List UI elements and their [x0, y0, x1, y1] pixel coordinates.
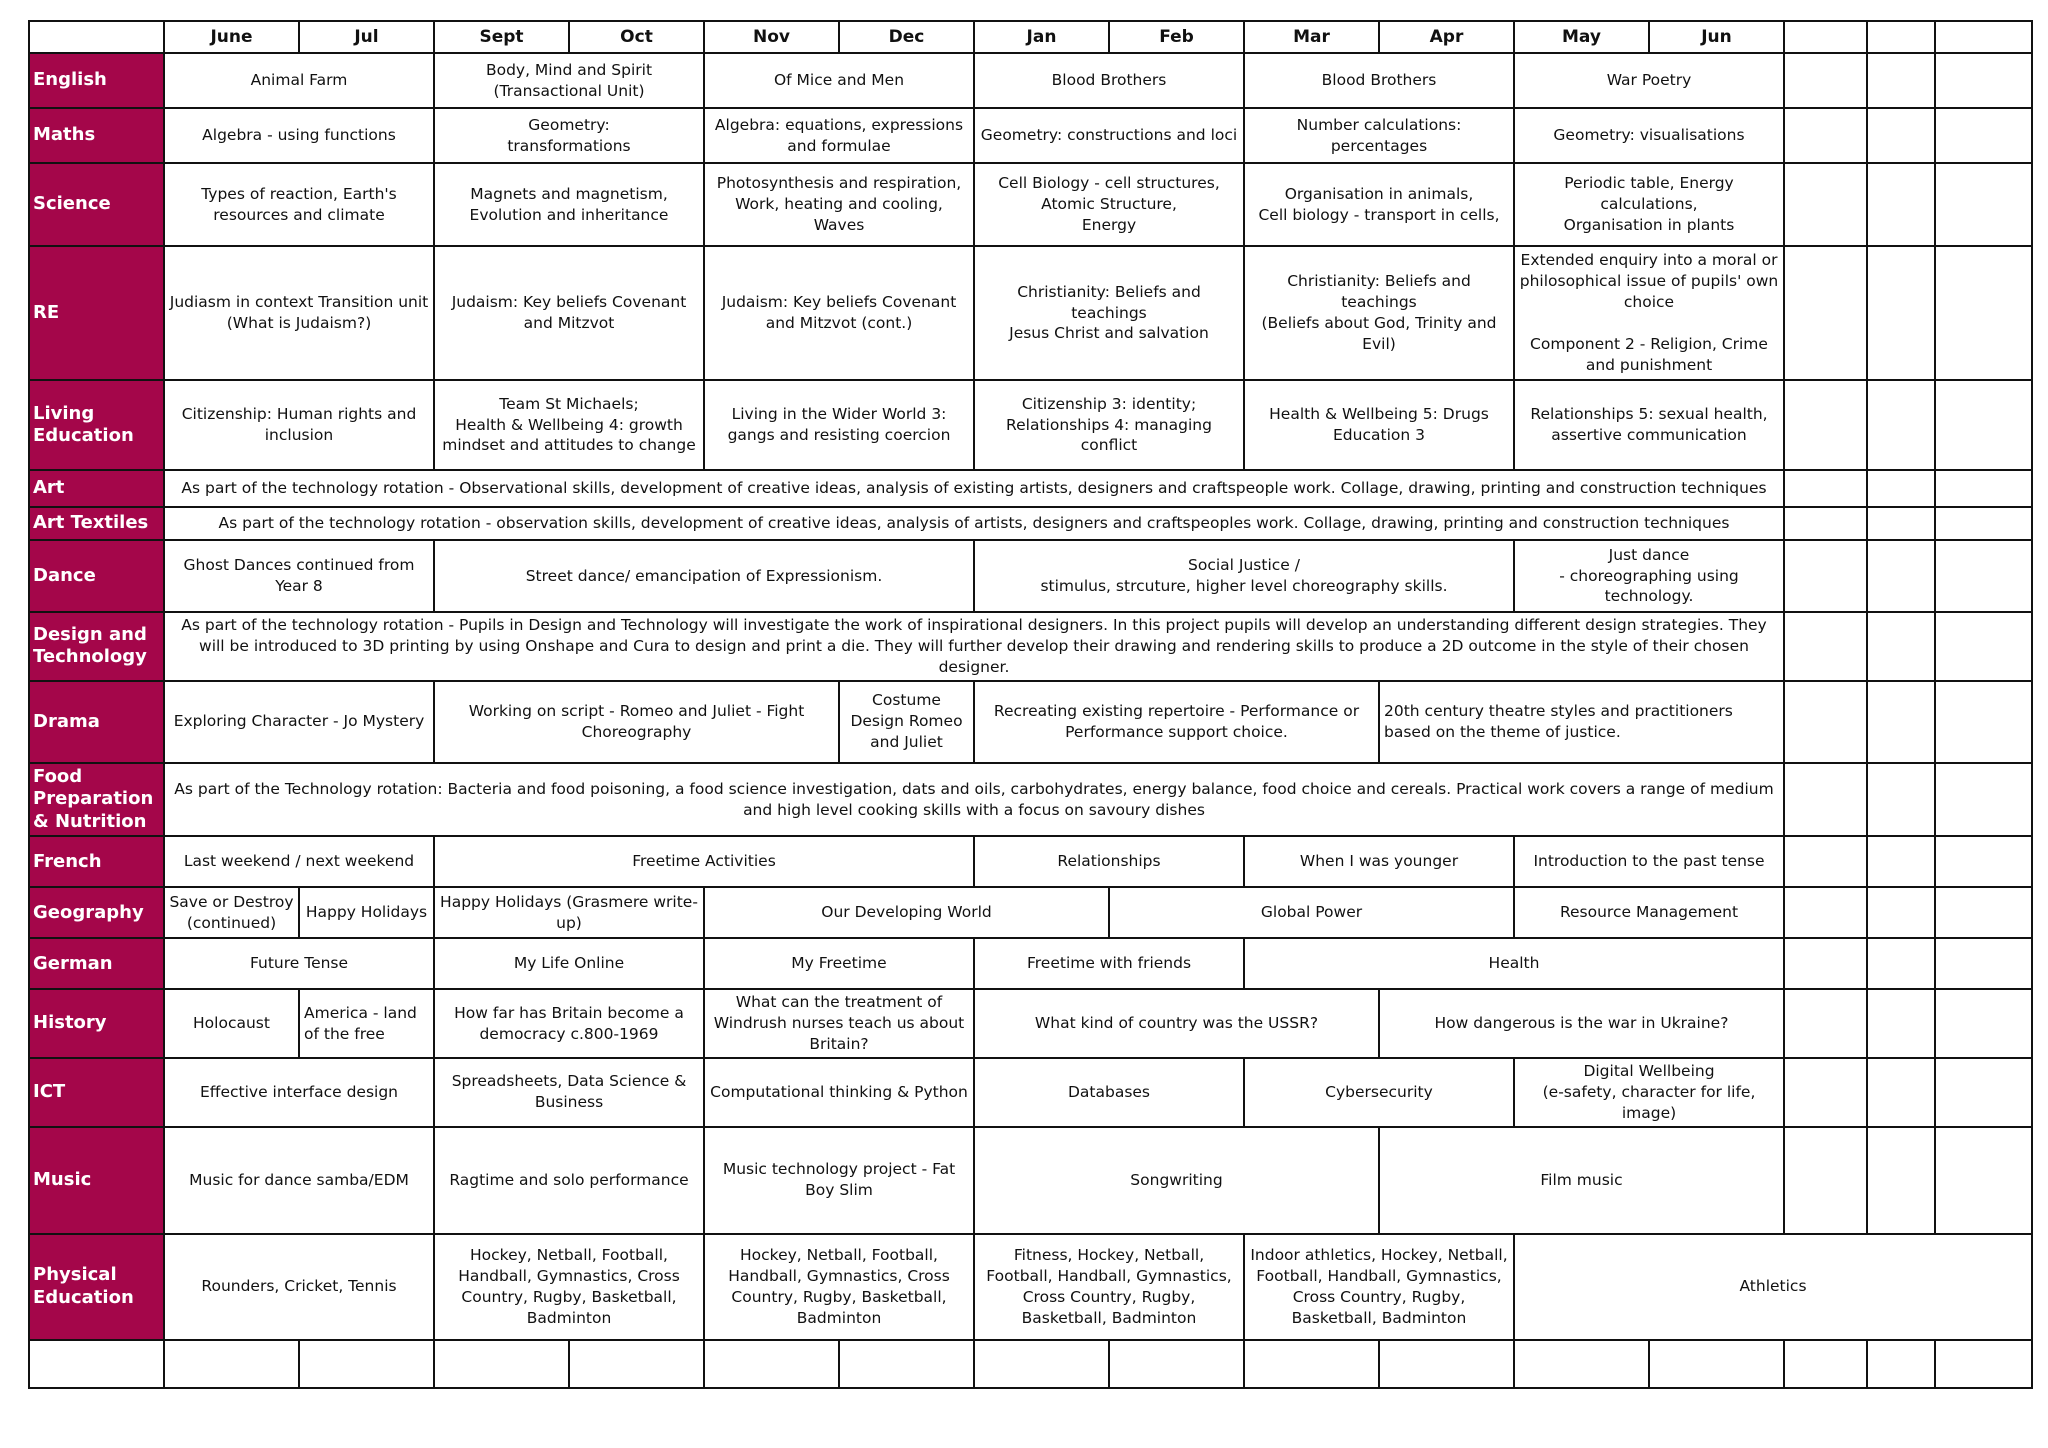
extra-header: [1784, 21, 1867, 53]
topic-cell: Recreating existing repertoire - Performance or Performance support choice.: [974, 681, 1379, 763]
topic-cell: Organisation in animals, Cell biology - transport in cells,: [1244, 163, 1514, 246]
month-header: Feb: [1109, 21, 1244, 53]
topic-cell: How dangerous is the war in Ukraine?: [1379, 989, 1784, 1058]
subject-label: RE: [29, 246, 164, 380]
topic-cell: Just dance - choreographing using technology.: [1514, 540, 1784, 612]
month-header: June: [164, 21, 299, 53]
empty-cell: [1784, 1127, 1867, 1234]
month-header: Oct: [569, 21, 704, 53]
empty-cell: [1935, 1340, 2032, 1388]
subject-label: Food Preparation & Nutrition: [29, 763, 164, 837]
topic-cell: Rounders, Cricket, Tennis: [164, 1234, 434, 1340]
empty-cell: [1867, 681, 1935, 763]
empty-cell: [1867, 540, 1935, 612]
month-header: Sept: [434, 21, 569, 53]
month-header: Nov: [704, 21, 839, 53]
empty-cell: [1867, 53, 1935, 108]
row-geography: [29, 887, 2032, 938]
month-header: Jul: [299, 21, 434, 53]
subject-label: Drama: [29, 681, 164, 763]
empty-cell: [1867, 108, 1935, 163]
month-header-row: [29, 21, 2032, 53]
subject-label: History: [29, 989, 164, 1058]
empty-cell: [1935, 380, 2032, 470]
topic-cell: As part of the technology rotation - Pupils in Design and Technology will investigate the work of inspirational designers. In this project pupils will develop an understanding different design strategies. They will be introduced to 3D printing by using Onshape and Cura to design and print a die. They will further develop their drawing and rendering skills to produce a 2D outcome in the style of their chosen designer.: [164, 612, 1784, 681]
topic-cell: As part of the technology rotation - Observational skills, development of creative ideas, analysis of existing artists, designers and craftspeople work. Collage, drawing, printing and construction techniques: [164, 470, 1784, 507]
topic-cell: Types of reaction, Earth's resources and climate: [164, 163, 434, 246]
topic-cell: Judaism: Key beliefs Covenant and Mitzvot (cont.): [704, 246, 974, 380]
extra-header: [1935, 21, 2032, 53]
empty-cell: [1514, 1340, 1649, 1388]
empty-cell: [1109, 1340, 1244, 1388]
row-design-technology: [29, 612, 2032, 681]
empty-cell: [164, 1340, 299, 1388]
topic-cell: When I was younger: [1244, 836, 1514, 887]
subject-label: Art: [29, 470, 164, 507]
empty-cell: [1784, 836, 1867, 887]
topic-cell: Future Tense: [164, 938, 434, 989]
empty-cell: [434, 1340, 569, 1388]
month-header: Jun: [1649, 21, 1784, 53]
subject-label: Science: [29, 163, 164, 246]
empty-cell: [1784, 681, 1867, 763]
empty-cell: [1784, 887, 1867, 938]
empty-cell: [1784, 989, 1867, 1058]
topic-cell: Happy Holidays (Grasmere write-up): [434, 887, 704, 938]
empty-cell: [1935, 887, 2032, 938]
topic-cell: Music technology project - Fat Boy Slim: [704, 1127, 974, 1234]
empty-cell: [1867, 938, 1935, 989]
topic-cell: Cybersecurity: [1244, 1058, 1514, 1127]
topic-cell: Last weekend / next weekend: [164, 836, 434, 887]
subject-label: Music: [29, 1127, 164, 1234]
empty-cell: [839, 1340, 974, 1388]
row-science: [29, 163, 2032, 246]
empty-cell: [1784, 612, 1867, 681]
topic-cell: Spreadsheets, Data Science & Business: [434, 1058, 704, 1127]
extra-header: [1867, 21, 1935, 53]
topic-cell: Magnets and magnetism, Evolution and inheritance: [434, 163, 704, 246]
subject-label: German: [29, 938, 164, 989]
empty-cell: [1935, 763, 2032, 837]
empty-cell: [974, 1340, 1109, 1388]
topic-cell: Film music: [1379, 1127, 1784, 1234]
topic-cell: As part of the technology rotation - observation skills, development of creative ideas, analysis of artists, designers and craftspeoples work. Collage, drawing, printing and construction techniques: [164, 507, 1784, 540]
empty-cell: [299, 1340, 434, 1388]
topic-cell: Relationships 5: sexual health, assertive communication: [1514, 380, 1784, 470]
empty-cell: [1935, 989, 2032, 1058]
topic-cell: Computational thinking & Python: [704, 1058, 974, 1127]
empty-cell: [1935, 1127, 2032, 1234]
month-header: May: [1514, 21, 1649, 53]
subject-label: ICT: [29, 1058, 164, 1127]
empty-cell: [1379, 1340, 1514, 1388]
empty-cell: [1867, 163, 1935, 246]
topic-cell: Geometry: transformations: [434, 108, 704, 163]
topic-cell: Hockey, Netball, Football, Handball, Gymnastics, Cross Country, Rugby, Basketball, Badminton: [704, 1234, 974, 1340]
row-re: [29, 246, 2032, 380]
subject-label: English: [29, 53, 164, 108]
topic-cell: Costume Design Romeo and Juliet: [839, 681, 974, 763]
subject-label: Living Education: [29, 380, 164, 470]
month-header: Apr: [1379, 21, 1514, 53]
row-art: [29, 470, 2032, 507]
topic-cell: Christianity: Beliefs and teachings Jesus Christ and salvation: [974, 246, 1244, 380]
empty-cell: [1867, 1340, 1935, 1388]
empty-cell: [1784, 53, 1867, 108]
topic-cell: Athletics: [1514, 1234, 2032, 1340]
empty-cell: [1935, 1058, 2032, 1127]
topic-cell: War Poetry: [1514, 53, 1784, 108]
empty-cell: [1649, 1340, 1784, 1388]
topic-cell: Street dance/ emancipation of Expressionism.: [434, 540, 974, 612]
topic-cell: Resource Management: [1514, 887, 1784, 938]
empty-cell: [1935, 612, 2032, 681]
subject-label: French: [29, 836, 164, 887]
topic-cell: Photosynthesis and respiration, Work, heating and cooling, Waves: [704, 163, 974, 246]
topic-cell: Citizenship 3: identity; Relationships 4: managing conflict: [974, 380, 1244, 470]
row-french: [29, 836, 2032, 887]
empty-cell: [1784, 1058, 1867, 1127]
topic-cell: Introduction to the past tense: [1514, 836, 1784, 887]
month-header: Dec: [839, 21, 974, 53]
topic-cell: How far has Britain become a democracy c.800-1969: [434, 989, 704, 1058]
topic-cell: Save or Destroy (continued): [164, 887, 299, 938]
topic-cell: Of Mice and Men: [704, 53, 974, 108]
empty-cell: [1867, 836, 1935, 887]
topic-cell: Hockey, Netball, Football, Handball, Gymnastics, Cross Country, Rugby, Basketball, Badminton: [434, 1234, 704, 1340]
topic-cell: My Freetime: [704, 938, 974, 989]
topic-cell: Indoor athletics, Hockey, Netball, Football, Handball, Gymnastics, Cross Country, Rugby, Basketball, Badminton: [1244, 1234, 1514, 1340]
row-history: [29, 989, 2032, 1058]
topic-cell: America - land of the free: [299, 989, 434, 1058]
topic-cell: Algebra: equations, expressions and formulae: [704, 108, 974, 163]
empty-cell: [1935, 53, 2032, 108]
subject-label: Physical Education: [29, 1234, 164, 1340]
row-ict: [29, 1058, 2032, 1127]
empty-cell: [1784, 108, 1867, 163]
empty-row: [29, 1340, 2032, 1388]
topic-cell: Fitness, Hockey, Netball, Football, Handball, Gymnastics, Cross Country, Rugby, Basketball, Badminton: [974, 1234, 1244, 1340]
topic-cell: Judiasm in context Transition unit (What is Judaism?): [164, 246, 434, 380]
topic-cell: Blood Brothers: [974, 53, 1244, 108]
topic-cell: Body, Mind and Spirit (Transactional Unit): [434, 53, 704, 108]
empty-cell: [1867, 246, 1935, 380]
subject-label: Maths: [29, 108, 164, 163]
topic-cell: Blood Brothers: [1244, 53, 1514, 108]
row-living-education: [29, 380, 2032, 470]
topic-cell: Animal Farm: [164, 53, 434, 108]
empty-cell: [1935, 108, 2032, 163]
topic-cell: Geometry: constructions and loci: [974, 108, 1244, 163]
row-art-textiles: [29, 507, 2032, 540]
empty-cell: [1935, 836, 2032, 887]
topic-cell: Ragtime and solo performance: [434, 1127, 704, 1234]
subject-label: Geography: [29, 887, 164, 938]
subject-label: Design and Technology: [29, 612, 164, 681]
topic-cell: Songwriting: [974, 1127, 1379, 1234]
topic-cell: Music for dance samba/EDM: [164, 1127, 434, 1234]
empty-cell: [1867, 612, 1935, 681]
empty-cell: [1784, 1340, 1867, 1388]
empty-cell: [1784, 763, 1867, 837]
empty-cell: [1784, 246, 1867, 380]
topic-cell: Happy Holidays: [299, 887, 434, 938]
row-maths: [29, 108, 2032, 163]
empty-cell: [1867, 887, 1935, 938]
row-dance: [29, 540, 2032, 612]
empty-cell: [1784, 380, 1867, 470]
empty-cell: [1867, 1058, 1935, 1127]
row-english: [29, 53, 2032, 108]
empty-cell: [704, 1340, 839, 1388]
row-physical-education: [29, 1234, 2032, 1340]
empty-cell: [1867, 989, 1935, 1058]
topic-cell: Periodic table, Energy calculations, Organisation in plants: [1514, 163, 1784, 246]
empty-cell: [569, 1340, 704, 1388]
topic-cell: Effective interface design: [164, 1058, 434, 1127]
topic-cell: Global Power: [1109, 887, 1514, 938]
empty-cell: [1784, 507, 1867, 540]
empty-cell: [1867, 380, 1935, 470]
topic-cell: Databases: [974, 1058, 1244, 1127]
empty-cell: [1935, 938, 2032, 989]
topic-cell: Health & Wellbeing 5: Drugs Education 3: [1244, 380, 1514, 470]
topic-cell: Geometry: visualisations: [1514, 108, 1784, 163]
topic-cell: Health: [1244, 938, 1784, 989]
curriculum-table: [28, 20, 2033, 1389]
empty-cell: [1784, 470, 1867, 507]
topic-cell: What kind of country was the USSR?: [974, 989, 1379, 1058]
empty-cell: [1867, 763, 1935, 837]
topic-cell: What can the treatment of Windrush nurses teach us about Britain?: [704, 989, 974, 1058]
topic-cell: Ghost Dances continued from Year 8: [164, 540, 434, 612]
topic-cell: Digital Wellbeing (e-safety, character for life, image): [1514, 1058, 1784, 1127]
topic-cell: Judaism: Key beliefs Covenant and Mitzvot: [434, 246, 704, 380]
empty-cell: [1935, 540, 2032, 612]
topic-cell: Freetime with friends: [974, 938, 1244, 989]
empty-cell: [1935, 246, 2032, 380]
topic-cell: Team St Michaels; Health & Wellbeing 4: growth mindset and attitudes to change: [434, 380, 704, 470]
topic-cell: Citizenship: Human rights and inclusion: [164, 380, 434, 470]
empty-cell: [1935, 681, 2032, 763]
empty-cell: [1935, 470, 2032, 507]
topic-cell: Our Developing World: [704, 887, 1109, 938]
empty-cell: [1867, 507, 1935, 540]
row-drama: [29, 681, 2032, 763]
topic-cell: 20th century theatre styles and practitioners based on the theme of justice.: [1379, 681, 1784, 763]
topic-cell: Christianity: Beliefs and teachings (Beliefs about God, Trinity and Evil): [1244, 246, 1514, 380]
topic-cell: Exploring Character - Jo Mystery: [164, 681, 434, 763]
topic-cell: Number calculations: percentages: [1244, 108, 1514, 163]
month-header: Jan: [974, 21, 1109, 53]
topic-cell: Working on script - Romeo and Juliet - Fight Choreography: [434, 681, 839, 763]
empty-cell: [1784, 540, 1867, 612]
topic-cell: Extended enquiry into a moral or philosophical issue of pupils' own choice Component 2 - Religion, Crime and punishment: [1514, 246, 1784, 380]
empty-cell: [29, 1340, 164, 1388]
topic-cell: Freetime Activities: [434, 836, 974, 887]
empty-cell: [1935, 163, 2032, 246]
subject-label: Art Textiles: [29, 507, 164, 540]
empty-cell: [1784, 938, 1867, 989]
empty-cell: [1867, 1127, 1935, 1234]
topic-cell: Holocaust: [164, 989, 299, 1058]
topic-cell: Cell Biology - cell structures, Atomic Structure, Energy: [974, 163, 1244, 246]
topic-cell: My Life Online: [434, 938, 704, 989]
topic-cell: Social Justice / stimulus, strcuture, higher level choreography skills.: [974, 540, 1514, 612]
empty-cell: [1784, 163, 1867, 246]
topic-cell: As part of the Technology rotation: Bacteria and food poisoning, a food science investigation, dats and oils, carbohydrates, energy balance, food choice and cereals. Practical work covers a range of medium and high level cooking skills with a focus on savoury dishes: [164, 763, 1784, 837]
row-music: [29, 1127, 2032, 1234]
empty-cell: [1867, 470, 1935, 507]
row-german: [29, 938, 2032, 989]
header-corner: [29, 21, 164, 53]
month-header: Mar: [1244, 21, 1379, 53]
topic-cell: Living in the Wider World 3: gangs and resisting coercion: [704, 380, 974, 470]
topic-cell: Relationships: [974, 836, 1244, 887]
subject-label: Dance: [29, 540, 164, 612]
topic-cell: Algebra - using functions: [164, 108, 434, 163]
empty-cell: [1935, 507, 2032, 540]
empty-cell: [1244, 1340, 1379, 1388]
row-food-preparation: [29, 763, 2032, 837]
